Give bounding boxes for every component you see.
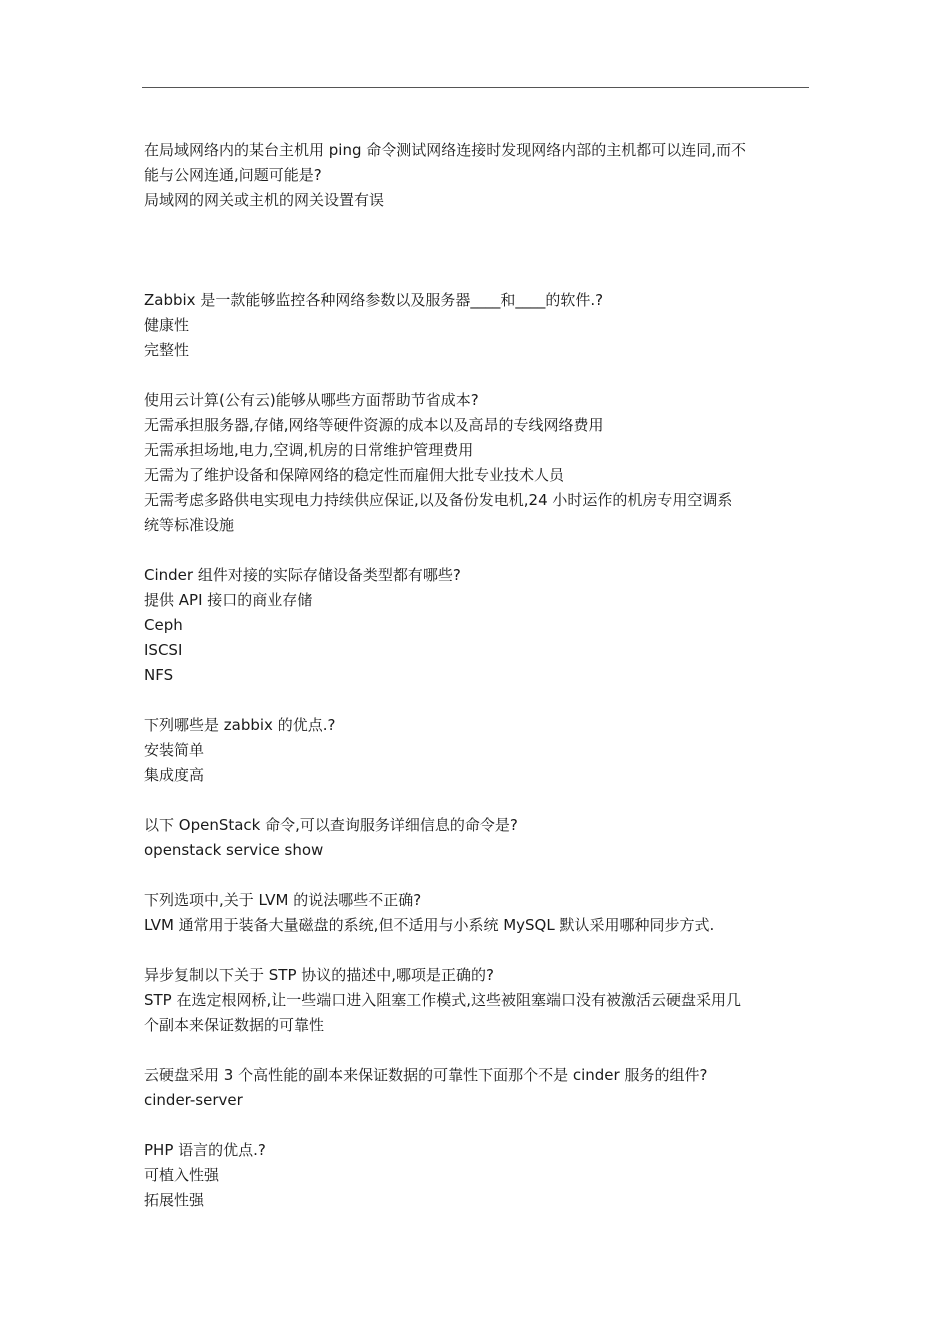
- question-block: [144, 138, 812, 213]
- question-block: [144, 1063, 812, 1113]
- header-rule: [142, 87, 809, 88]
- question-text: 下列选项中,关于 LVM 的说法哪些不正确?: [144, 891, 422, 909]
- question-block: [144, 388, 812, 538]
- answer-text: 完整性: [144, 341, 190, 359]
- answer-text: 统等标准设施: [144, 516, 235, 534]
- spacer: [144, 788, 812, 813]
- question-text: PHP 语言的优点.?: [144, 1141, 266, 1159]
- question-text: 在局域网络内的某台主机用 ping 命令测试网络连接时发现网络内部的主机都可以连同,而不: [144, 141, 747, 159]
- answer-text: LVM 通常用于装备大量磁盘的系统,但不适用与小系统 MySQL 默认采用哪种同步方式.: [144, 916, 715, 934]
- answer-text: STP 在选定根网桥,让一些端口进入阻塞工作模式,这些被阻塞端口没有被激活云硬盘采用几: [144, 991, 742, 1009]
- answer-text: 可植入性强: [144, 1166, 220, 1184]
- document-body: [144, 138, 812, 1213]
- answer-text: Ceph: [144, 616, 183, 634]
- answer-text: 提供 API 接口的商业存储: [144, 591, 313, 609]
- answer-text: 无需为了维护设备和保障网络的稳定性而雇佣大批专业技术人员: [144, 466, 565, 484]
- question-text: 云硬盘采用 3 个高性能的副本来保证数据的可靠性下面那个不是 cinder 服务的组件?: [144, 1066, 708, 1084]
- answer-text: cinder-server: [144, 1091, 243, 1109]
- spacer: [144, 363, 812, 388]
- spacer: [144, 1038, 812, 1063]
- answer-text: NFS: [144, 666, 174, 684]
- answer-text: 拓展性强: [144, 1191, 205, 1209]
- answer-text: 集成度高: [144, 766, 205, 784]
- question-text: Cinder 组件对接的实际存储设备类型都有哪些?: [144, 566, 461, 584]
- answer-text: 无需考虑多路供电实现电力持续供应保证,以及备份发电机,24 小时运作的机房专用空调系: [144, 491, 733, 509]
- answer-text: ISCSI: [144, 641, 183, 659]
- question-block: [144, 813, 812, 863]
- spacer: [144, 938, 812, 963]
- spacer: [144, 863, 812, 888]
- question-text: 下列哪些是 zabbix 的优点.?: [144, 716, 336, 734]
- question-text: 能与公网连通,问题可能是?: [144, 166, 322, 184]
- answer-text: 个副本来保证数据的可靠性: [144, 1016, 325, 1034]
- answer-text: openstack service show: [144, 841, 324, 859]
- spacer: [144, 688, 812, 713]
- question-text: 使用云计算(公有云)能够从哪些方面帮助节省成本?: [144, 391, 479, 409]
- question-text: 以下 OpenStack 命令,可以查询服务详细信息的命令是?: [144, 816, 518, 834]
- question-block: [144, 1138, 812, 1213]
- question-block: [144, 888, 812, 938]
- answer-text: 安装简单: [144, 741, 205, 759]
- question-block: [144, 713, 812, 788]
- spacer: [144, 538, 812, 563]
- spacer: [144, 213, 812, 288]
- question-text: 异步复制以下关于 STP 协议的描述中,哪项是正确的?: [144, 966, 494, 984]
- answer-text: 局域网的网关或主机的网关设置有误: [144, 191, 385, 209]
- question-text: Zabbix 是一款能够监控各种网络参数以及服务器____和____的软件.?: [144, 291, 604, 309]
- question-block: [144, 288, 812, 363]
- spacer: [144, 1113, 812, 1138]
- question-block: [144, 563, 812, 688]
- question-block: [144, 963, 812, 1038]
- answer-text: 无需承担场地,电力,空调,机房的日常维护管理费用: [144, 441, 474, 459]
- answer-text: 无需承担服务器,存储,网络等硬件资源的成本以及高昂的专线网络费用: [144, 416, 604, 434]
- answer-text: 健康性: [144, 316, 190, 334]
